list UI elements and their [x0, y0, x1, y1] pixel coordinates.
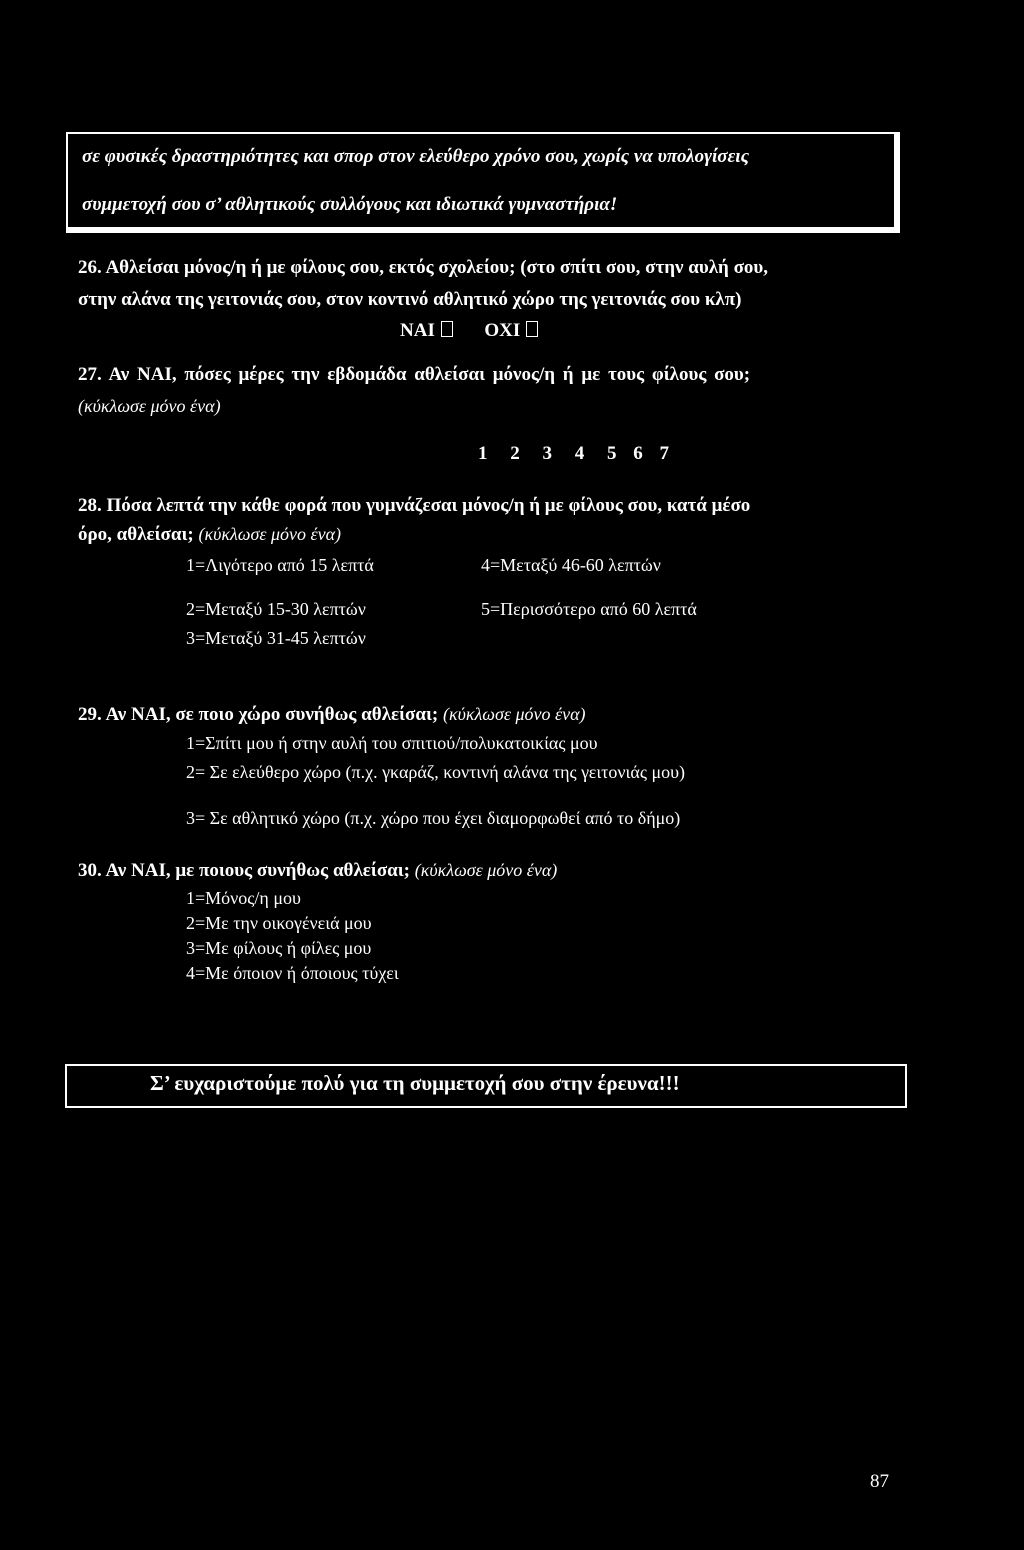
q29-option[interactable]: 1=Σπίτι μου ή στην αυλή του σπιτιού/πολυκατοικίας μου [186, 733, 598, 753]
q26-answers [400, 320, 538, 342]
q30-option[interactable]: 1=Μόνος/η μου [186, 888, 301, 908]
q28-line-2-text: όρο, αθλείσαι; [78, 524, 194, 545]
yes-checkbox[interactable] [441, 321, 453, 337]
page-number: 87 [870, 1471, 889, 1492]
q28-option[interactable]: 4=Μεταξύ 46-60 λεπτών [481, 555, 661, 575]
q30-question-line [78, 860, 557, 882]
q27-options [478, 443, 669, 465]
q27-instruction: (κύκλωσε μόνο ένα) [78, 396, 221, 416]
yes-label: ΝΑΙ [400, 320, 435, 341]
q27-option[interactable]: 1 [478, 443, 488, 464]
q26-line-2: στην αλάνα της γειτονιάς σου, στον κοντινό αθλητικό χώρο της γειτονιάς σου κλπ) [78, 289, 742, 310]
q27-option[interactable]: 3 [542, 443, 552, 464]
q29-question-line [78, 704, 586, 726]
notice-line-2: συμμετοχή σου σ’ αθλητικούς συλλόγους και ιδιωτικά γυμναστήρια! [82, 194, 618, 215]
q26-line-1: 26. Αθλείσαι μόνος/η ή με φίλους σου, εκτός σχολείου; (στο σπίτι σου, στην αυλή σου, [78, 257, 769, 278]
q30-option[interactable]: 4=Με όποιον ή όποιους τύχει [186, 963, 399, 983]
q30-option[interactable]: 2=Με την οικογένειά μου [186, 913, 372, 933]
no-label: ΟΧΙ [484, 320, 521, 341]
q28-option[interactable]: 2=Μεταξύ 15-30 λεπτών [186, 599, 366, 619]
q29-question: 29. Αν ΝΑΙ, σε ποιο χώρο συνήθως αθλείσαι; [78, 704, 439, 725]
q27-option[interactable]: 5 [607, 443, 617, 464]
q27-option[interactable]: 6 [633, 443, 643, 464]
q30-instruction: (κύκλωσε μόνο ένα) [414, 860, 558, 880]
q30-option[interactable]: 3=Με φίλους ή φίλες μου [186, 938, 372, 958]
no-checkbox[interactable] [526, 321, 538, 337]
q28-option[interactable]: 5=Περισσότερο από 60 λεπτά [481, 599, 697, 619]
q28-line-1: 28. Πόσα λεπτά την κάθε φορά που γυμνάζεσαι μόνος/η ή με φίλους σου, κατά μέσο [78, 495, 751, 516]
q29-option[interactable]: 2= Σε ελεύθερο χώρο (π.χ. γκαράζ, κοντινή αλάνα της γειτονιάς μου) [186, 762, 686, 782]
q28-line-2 [78, 524, 341, 546]
q29-option[interactable]: 3= Σε αθλητικό χώρο (π.χ. χώρο που έχει διαμορφωθεί από το δήμο) [186, 808, 681, 828]
q28-option[interactable]: 1=Λιγότερο από 15 λεπτά [186, 555, 374, 575]
thanks-text: Σ’ ευχαριστούμε πολύ για τη συμμετοχή σου στην έρευνα!!! [150, 1071, 680, 1095]
q30-question: 30. Αν ΝΑΙ, με ποιους συνήθως αθλείσαι; [78, 860, 410, 881]
notice-line-1: σε φυσικές δραστηριότητες και σπορ στον ελεύθερο χρόνο σου, χωρίς να υπολογίσεις [82, 146, 750, 167]
q27-line-1: 27. Αν ΝΑΙ, πόσες μέρες την εβδομάδα αθλείσαι μόνος/η ή με τους φίλους σου; [78, 364, 751, 385]
q28-option[interactable]: 3=Μεταξύ 31-45 λεπτών [186, 628, 366, 648]
q27-option[interactable]: 7 [659, 443, 669, 464]
q27-option[interactable]: 2 [510, 443, 520, 464]
q28-instruction: (κύκλωσε μόνο ένα) [198, 524, 342, 544]
q27-option[interactable]: 4 [574, 443, 585, 464]
q29-instruction: (κύκλωσε μόνο ένα) [442, 704, 586, 724]
